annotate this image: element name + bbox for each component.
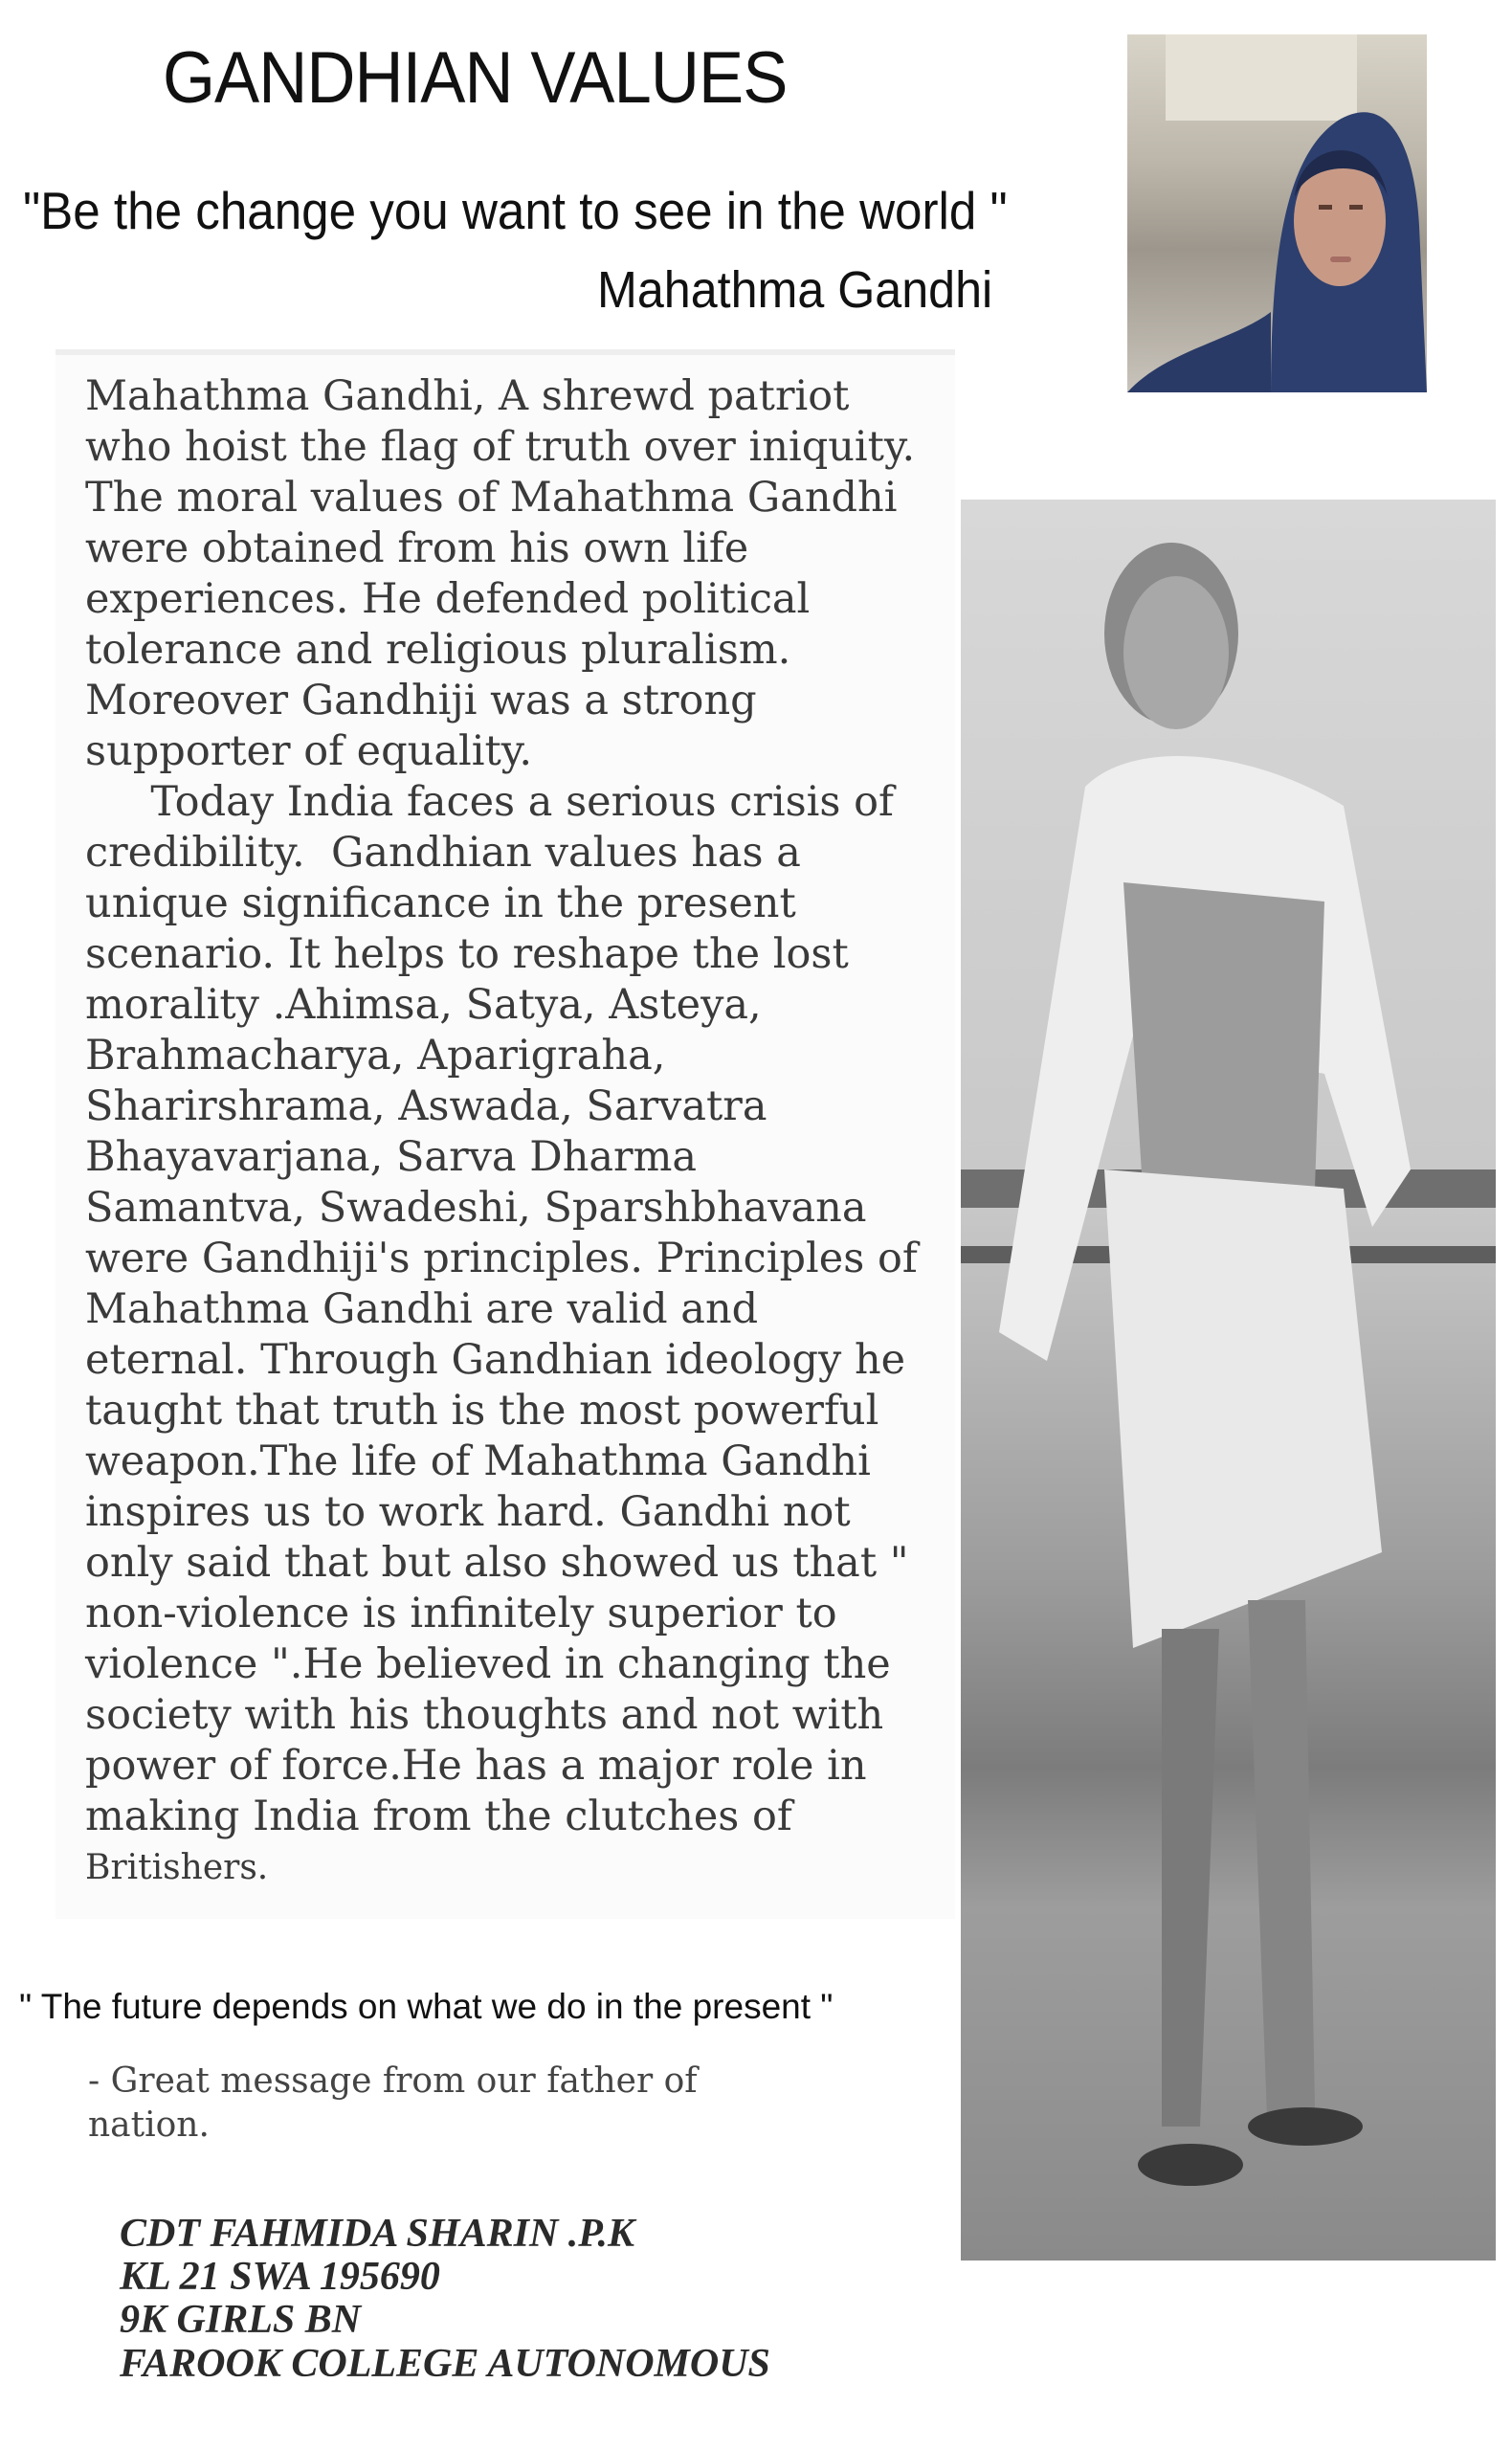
article-line: scenario. It helps to reshape the lost <box>85 930 849 978</box>
article-line: were Gandhiji's principles. Principles of <box>85 1235 918 1282</box>
article-line: Mahathma Gandhi are valid and <box>85 1285 759 1333</box>
article-line: Samantva, Swadeshi, Sparshbhavana <box>85 1184 867 1232</box>
message-line: - Great message from our father of <box>88 2061 698 2101</box>
top-quote-author: Mahathma Gandhi <box>597 261 993 319</box>
article-line: morality .Ahimsa, Satya, Asteya, <box>85 981 762 1029</box>
article-line: society with his thoughts and not with <box>85 1691 884 1739</box>
article-body <box>85 371 918 1893</box>
article-line: power of force.He has a major role in <box>85 1742 867 1790</box>
signature-id: KL 21 SWA 195690 <box>120 2255 440 2299</box>
article-line: Britishers. <box>85 1848 269 1887</box>
article-line: The moral values of Mahathma Gandhi <box>85 474 898 522</box>
article-line: Moreover Gandhiji was a strong <box>85 677 757 724</box>
signature-battalion: 9K GIRLS BN <box>120 2298 362 2342</box>
article-line: Mahathma Gandhi, A shrewd patriot <box>85 372 850 420</box>
article-line: Today India faces a serious crisis of <box>85 778 894 826</box>
page-title: GANDHIAN VALUES <box>163 37 788 119</box>
article-line: Bhayavarjana, Sarva Dharma <box>85 1133 697 1181</box>
article-line: only said that but also showed us that " <box>85 1539 909 1587</box>
article-line: credibility. Gandhian values has a <box>85 829 801 877</box>
article-line: taught that truth is the most powerful <box>85 1387 879 1435</box>
article-line: violence ".He believed in changing the <box>85 1640 891 1688</box>
article-line: tolerance and religious pluralism. <box>85 626 791 674</box>
article-line: unique significance in the present <box>85 880 796 927</box>
author-photo <box>1127 34 1427 392</box>
top-quote: "Be the change you want to see in the world " <box>23 181 1008 240</box>
signature-name: CDT FAHMIDA SHARIN .P.K <box>120 2212 635 2256</box>
article-line: who hoist the flag of truth over iniquity. <box>85 423 916 471</box>
article-line: making India from the clutches of <box>85 1793 792 1840</box>
article-line: Brahmacharya, Aparigraha, <box>85 1032 666 1080</box>
bottom-quote: " The future depends on what we do in the present " <box>19 1987 834 2026</box>
article-line: Sharirshrama, Aswada, Sarvatra <box>85 1082 767 1130</box>
article-divider <box>56 349 955 355</box>
gandhi-photo <box>961 500 1496 2261</box>
article-line: eternal. Through Gandhian ideology he <box>85 1336 906 1384</box>
article-line: inspires us to work hard. Gandhi not <box>85 1488 851 1536</box>
message-line: nation. <box>88 2105 210 2145</box>
article-line: experiences. He defended political <box>85 575 811 623</box>
article-line: were obtained from his own life <box>85 524 749 572</box>
article-line: weapon.The life of Mahathma Gandhi <box>85 1437 871 1485</box>
article-line: non-violence is infinitely superior to <box>85 1590 837 1637</box>
article-line: supporter of equality. <box>85 727 533 775</box>
signature-college: FAROOK COLLEGE AUTONOMOUS <box>120 2342 770 2386</box>
